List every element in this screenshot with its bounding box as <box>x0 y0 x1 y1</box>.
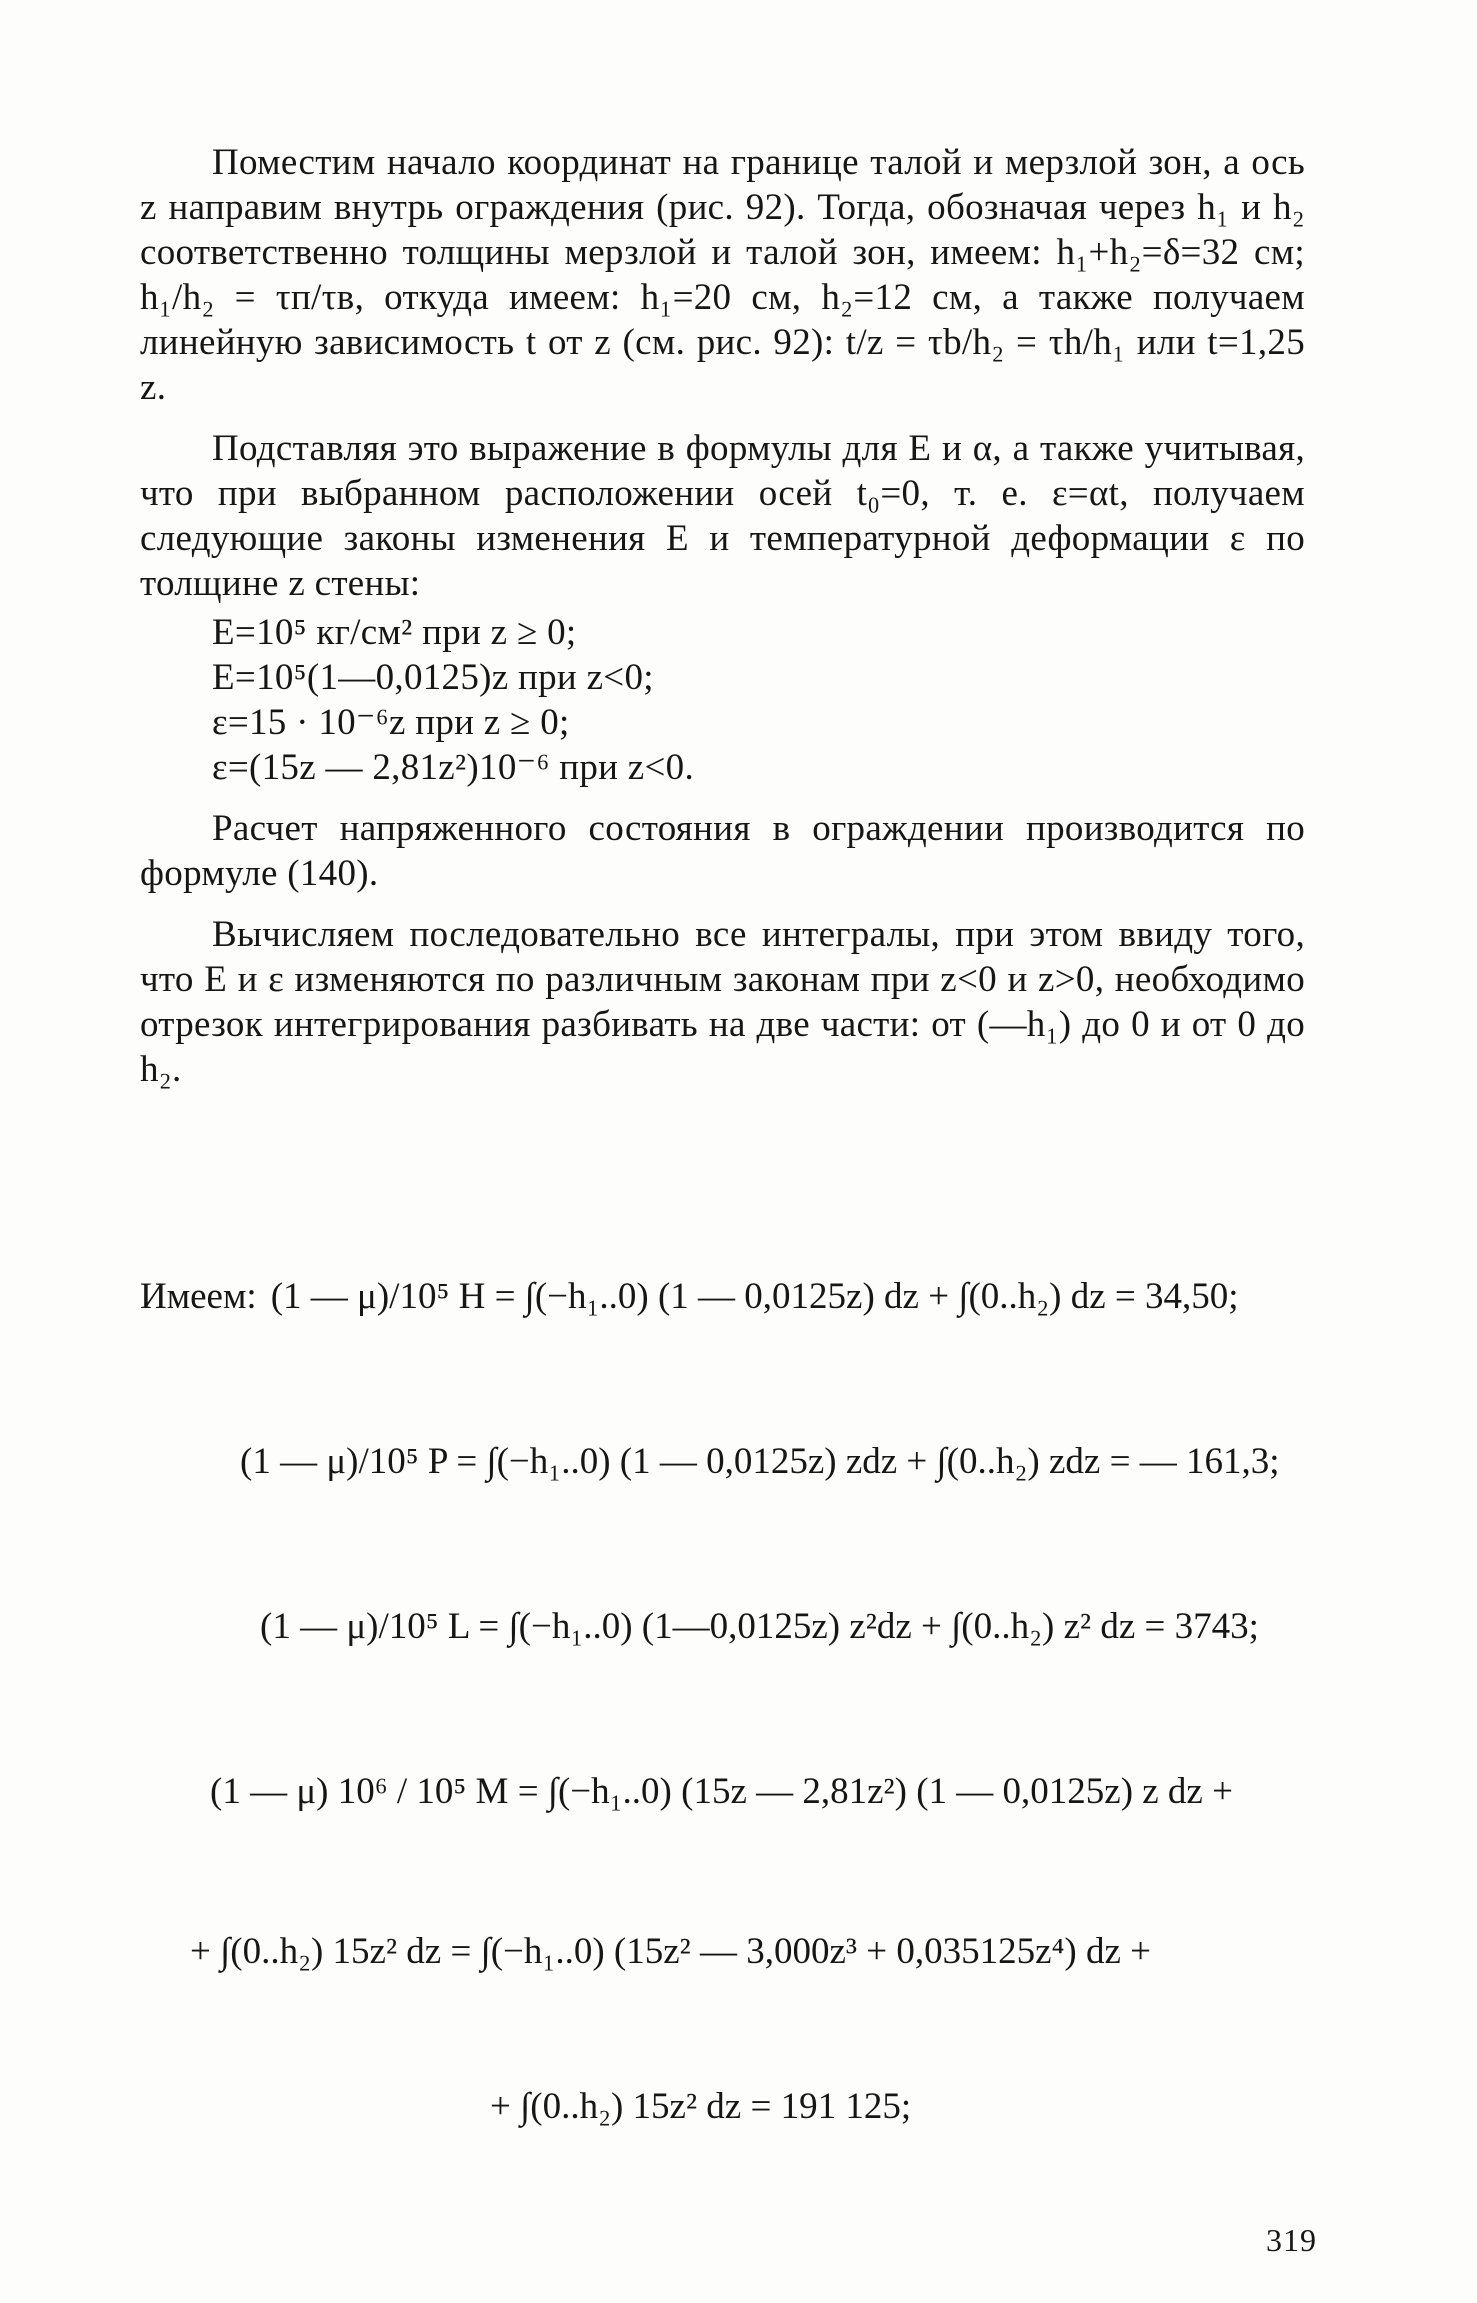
equation-m-1-text: (1 — μ) 10⁶ / 10⁵ M = ∫(−h₁..0) (15z — 2,81z²) (1 — 0,0125z) z dz + <box>210 1771 1233 1812</box>
equation-intro: Имеем: <box>140 1276 257 1317</box>
law-item: ε=15 · 10⁻⁶z при z ≥ 0; <box>212 702 570 743</box>
paragraph-4: Вычисляем последовательно все интегралы, при этом ввиду того, что E и ε изменяются по различным законам при z<0 и z>0, необходимо отрезок интегрирования разбивать на две части: от (—h₁) до 0 и от 0 до h₂. <box>140 914 1305 1090</box>
law-item: E=10⁵(1—0,0125)z при z<0; <box>212 657 654 698</box>
law-item: ε=(15z — 2,81z²)10⁻⁶ при z<0. <box>212 747 695 788</box>
equation-p <box>240 1440 1279 1483</box>
equation-h <box>140 1275 1239 1318</box>
equation-m-3 <box>490 2085 911 2128</box>
paragraph-2: Подставляя это выражение в формулы для E и α, а также учитывая, что при выбранном расположении осей t₀=0, т. е. ε=αt, получаем следующие законы изменения E и температурной деформации ε по толщине z стены: <box>140 428 1305 604</box>
equation-m-3-text: + ∫(0..h₂) 15z² dz = 191 125; <box>490 2086 912 2127</box>
equation-p-text: (1 — μ)/10⁵ P = ∫(−h₁..0) (1 — 0,0125z) zdz + ∫(0..h₂) zdz = — 161,3; <box>240 1441 1280 1482</box>
body-text <box>140 140 1305 1092</box>
equation-l-text: (1 — μ)/10⁵ L = ∫(−h₁..0) (1—0,0125z) z²dz + ∫(0..h₂) z² dz = 3743; <box>260 1606 1259 1647</box>
equation-m-2-text: + ∫(0..h₂) 15z² dz = ∫(−h₁..0) (15z² — 3,000z³ + 0,035125z⁴) dz + <box>190 1931 1152 1972</box>
equation-m-2 <box>190 1930 1151 1973</box>
page-number: 319 <box>1266 2222 1317 2258</box>
paragraph-3: Расчет напряженного состояния в ограждении производится по формуле (140). <box>140 808 1305 894</box>
paragraph-1: Поместим начало координат на границе талой и мерзлой зон, а ось z направим внутрь ограждения (рис. 92). Тогда, обозначая через h₁ и h₂ соответственно толщины мерзлой и талой зон, имеем: h₁+h₂=δ=32 см; h₁/h₂ = τп/τв, откуда имеем: h₁=20 см, h₂=12 см, а также получаем линейную зависимость t от z (см. рис. 92): t/z = τb/h₂ = τh/h₁ или t=1,25 z. <box>140 142 1305 408</box>
law-item: E=10⁵ кг/см² при z ≥ 0; <box>212 612 577 653</box>
equation-m-1 <box>210 1770 1233 1813</box>
equation-h-text: (1 — μ)/10⁵ H = ∫(−h₁..0) (1 — 0,0125z) dz + ∫(0..h₂) dz = 34,50; <box>270 1276 1239 1317</box>
laws-list <box>140 610 1305 790</box>
equation-l <box>260 1605 1259 1648</box>
